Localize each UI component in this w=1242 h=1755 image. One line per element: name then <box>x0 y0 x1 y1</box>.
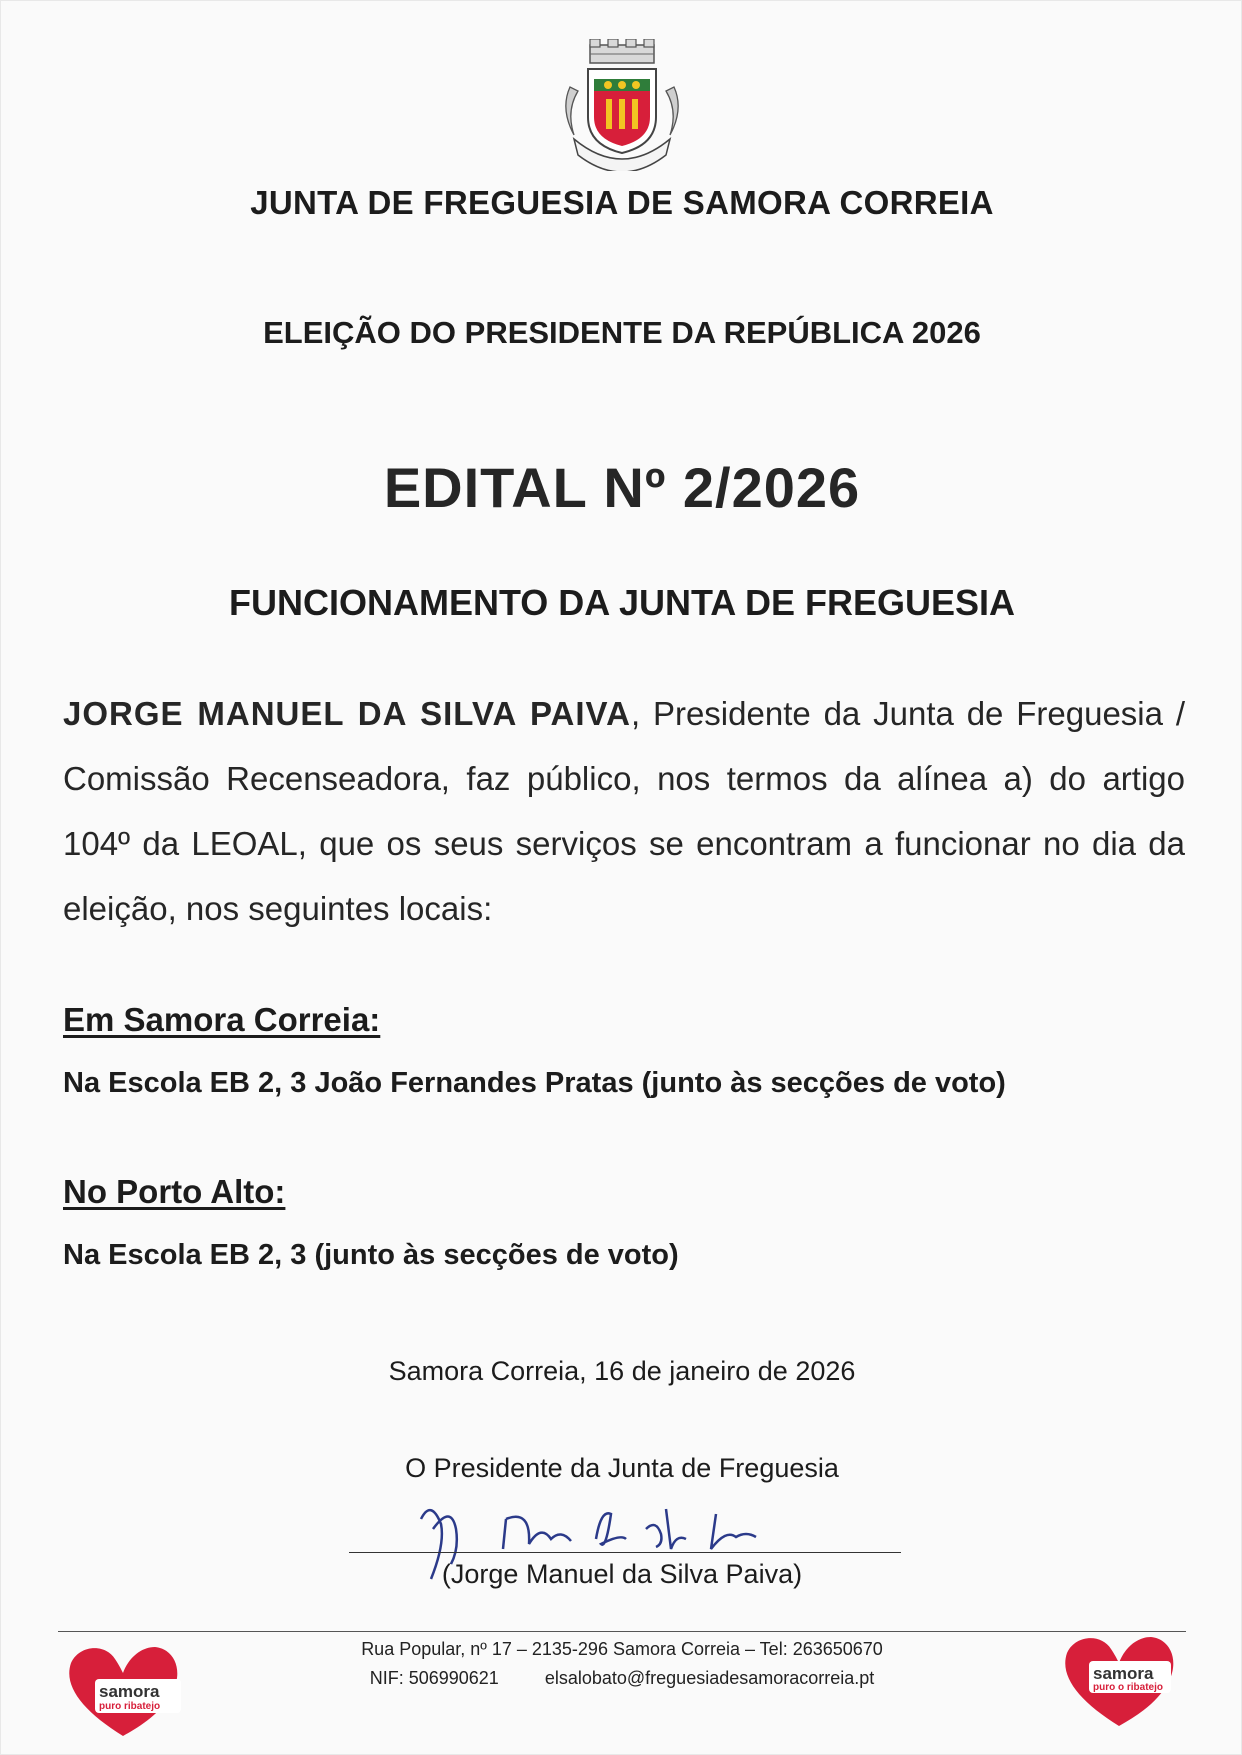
heart-logo-icon-right <box>1059 1631 1179 1729</box>
location-place-samora: Na Escola EB 2, 3 João Fernandes Pratas (junto às secções de voto) <box>63 1067 1006 1099</box>
entity-title: JUNTA DE FREGUESIA DE SAMORA CORREIA <box>250 184 994 221</box>
footer-contacts <box>1 1668 1242 1689</box>
subject-title: FUNCIONAMENTO DA JUNTA DE FREGUESIA <box>228 582 1016 623</box>
edital-number: EDITAL Nº 2/2026 <box>383 456 861 519</box>
location-heading-samora: Em Samora Correia: <box>63 1001 381 1038</box>
svg-text:puro o ribatejo: puro o ribatejo <box>1093 1682 1163 1693</box>
notice-paragraph <box>63 681 1185 941</box>
svg-text:samora: samora <box>99 1682 160 1701</box>
svg-text:puro ribatejo: puro ribatejo <box>99 1701 161 1712</box>
footer-address: Rua Popular, nº 17 – 2135-296 Samora Correia – Tel: 263650670 <box>361 1639 883 1659</box>
location-place-porto-alto: Na Escola EB 2, 3 (junto às secções de voto) <box>63 1239 679 1271</box>
notice-text: , Presidente da Junta de Freguesia / Comissão Recenseadora, faz público, nos termos da alínea a) do artigo 104º da LEOAL, que os seus serviços se encontram a funcionar no dia da eleição, nos seguintes locais: <box>63 695 1186 927</box>
election-title: ELEIÇÃO DO PRESIDENTE DA REPÚBLICA 2026 <box>263 315 981 350</box>
date-line: Samora Correia, 16 de janeiro de 2026 <box>388 1356 856 1386</box>
coat-of-arms-icon <box>556 39 688 171</box>
location-heading-porto-alto: No Porto Alto: <box>63 1173 286 1210</box>
footer-email[interactable]: elsalobato@freguesiadesamoracorreia.pt <box>544 1668 875 1688</box>
svg-text:samora: samora <box>1093 1664 1154 1683</box>
footer-nif: NIF: 506990621 <box>369 1668 499 1688</box>
signatory-role: O Presidente da Junta de Freguesia <box>405 1453 839 1483</box>
signature-line <box>349 1552 901 1553</box>
signatory-name: (Jorge Manuel da Silva Paiva) <box>441 1559 803 1589</box>
president-name: JORGE MANUEL DA SILVA PAIVA <box>63 695 631 732</box>
heart-logo-icon <box>63 1641 183 1739</box>
footer-divider <box>58 1631 1186 1632</box>
